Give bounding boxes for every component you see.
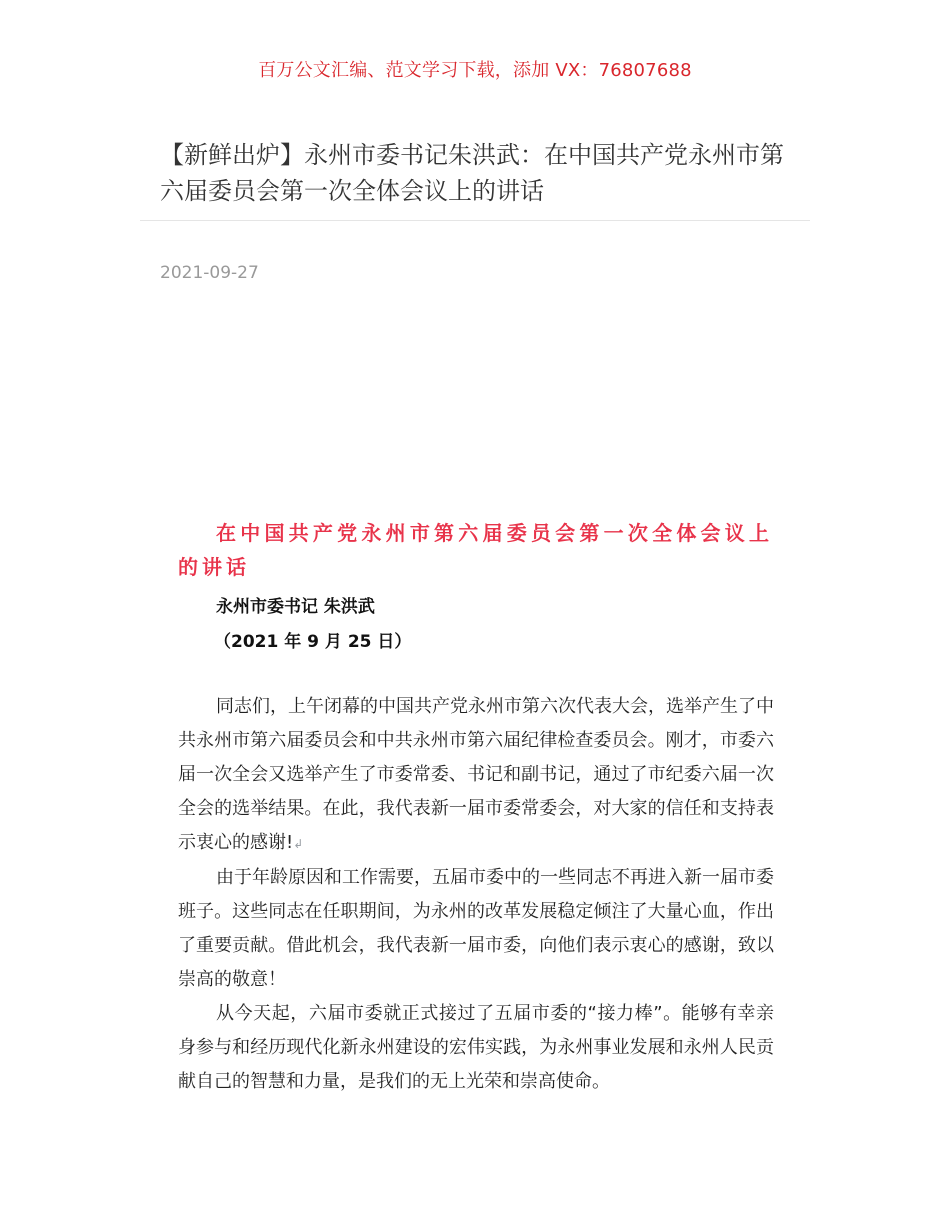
- paragraph-mark-icon: ↲: [293, 837, 304, 851]
- speech-date: （2021 年 9 月 25 日）: [214, 632, 412, 652]
- speaker-line: 永州市委书记 朱洪武: [216, 597, 375, 617]
- article-date: 2021-09-27: [160, 263, 259, 283]
- promo-banner: 百万公文汇编、范文学习下载，添加 VX：76807688: [258, 60, 692, 81]
- body-paragraph-3: 从今天起，六届市委就正式接过了五届市委的“接力棒”。能够有幸亲身参与和经历现代化新永州建设的宏伟实践，为永州事业发展和永州人民贡献自己的智慧和力量，是我们的无上光荣和崇高使命。: [178, 1003, 774, 1092]
- speech-body: [178, 690, 774, 1099]
- title-divider: [140, 220, 810, 221]
- body-paragraph-1: [178, 690, 774, 861]
- body-paragraph-2: 由于年龄原因和工作需要，五届市委中的一些同志不再进入新一届市委班子。这些同志在任职期间，为永州的改革发展稳定倾注了大量心血，作出了重要贡献。借此机会，我代表新一届市委，向他们表示衷心的感谢，致以崇高的敬意！: [178, 867, 774, 990]
- speech-title: 在中国共产党永州市第六届委员会第一次全体会议上的讲话: [178, 521, 773, 579]
- article-title: 【新鲜出炉】永州市委书记朱洪武：在中国共产党永州市第六届委员会第一次全体会议上的讲话: [160, 141, 784, 205]
- paragraph-text: 同志们，上午闭幕的中国共产党永州市第六次代表大会，选举产生了中共永州市第六届委员会和中共永州市第六届纪律检查委员会。刚才，市委六届一次全会又选举产生了市委常委、书记和副书记，通过了市纪委六届一次全会的选举结果。在此，我代表新一届市委常委会，对大家的信任和支持表示衷心的感谢!: [178, 696, 774, 853]
